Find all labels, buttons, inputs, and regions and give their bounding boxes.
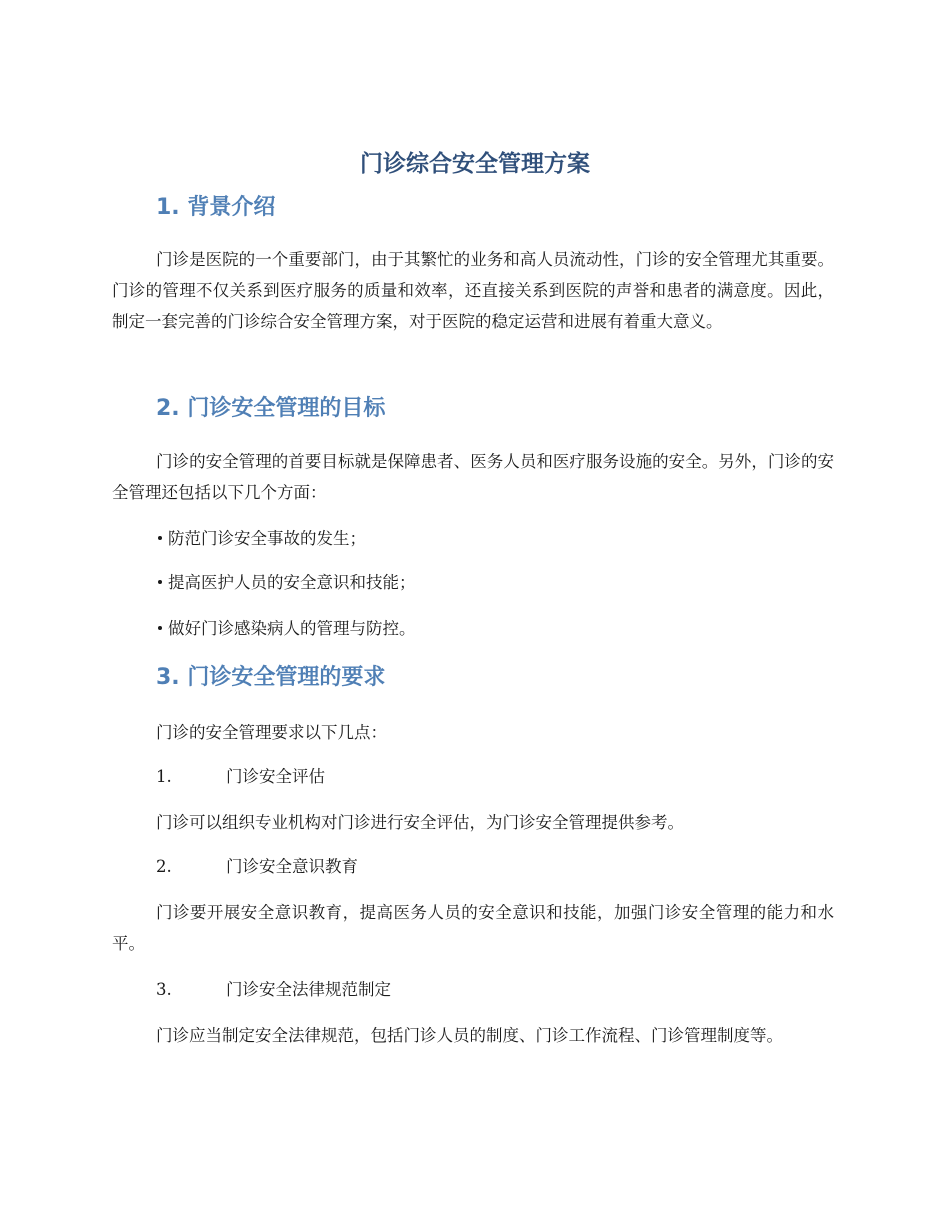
section-paragraph-background: 门诊是医院的一个重要部门，由于其繁忙的业务和高人员流动性，门诊的安全管理尤其重要。门诊的管理不仅关系到医疗服务的质量和效率，还直接关系到医院的声誉和患者的满意度。因此，制定一套完善的门诊综合安全管理方案，对于医院的稳定运营和进展有着重大意义。 [112,250,834,331]
bullet-text: 做好门诊感染病人的管理与防控。 [168,619,416,638]
section-heading-requirements: 3. 门诊安全管理的要求 [156,665,386,690]
item-number: 3. [156,980,172,999]
bullet-text: 防范门诊安全事故的发生； [168,529,366,548]
item-label: 门诊安全意识教育 [226,857,358,876]
item-text: 门诊要开展安全意识教育，提高医务人员的安全意识和技能，加强门诊安全管理的能力和水平。 [112,903,834,953]
numbered-item-heading [156,764,325,790]
item-text: 门诊可以组织专业机构对门诊进行安全评估，为门诊安全管理提供参考。 [156,813,684,832]
item-text: 门诊应当制定安全法律规范，包括门诊人员的制度、门诊工作流程、门诊管理制度等。 [156,1026,783,1045]
section-heading-goals: 2. 门诊安全管理的目标 [156,396,386,421]
section-intro-requirements: 门诊的安全管理要求以下几点： [156,723,387,742]
item-number: 1. [156,767,172,786]
bullet-item [156,616,416,642]
numbered-item-heading [156,854,358,880]
bullet-dot-icon [158,626,162,630]
document-title: 门诊综合安全管理方案 [360,151,590,177]
bullet-text: 提高医护人员的安全意识和技能； [168,573,416,592]
bullet-dot-icon [158,580,162,584]
bullet-item [156,570,416,596]
item-number: 2. [156,857,172,876]
section-paragraph-goals: 门诊的安全管理的首要目标就是保障患者、医务人员和医疗服务设施的安全。另外，门诊的安全管理还包括以下几个方面： [112,452,834,502]
numbered-item-heading [156,977,391,1003]
bullet-item [156,526,366,552]
item-label: 门诊安全评估 [226,767,325,786]
bullet-dot-icon [158,536,162,540]
section-heading-background: 1. 背景介绍 [156,195,276,220]
item-label: 门诊安全法律规范制定 [226,980,391,999]
